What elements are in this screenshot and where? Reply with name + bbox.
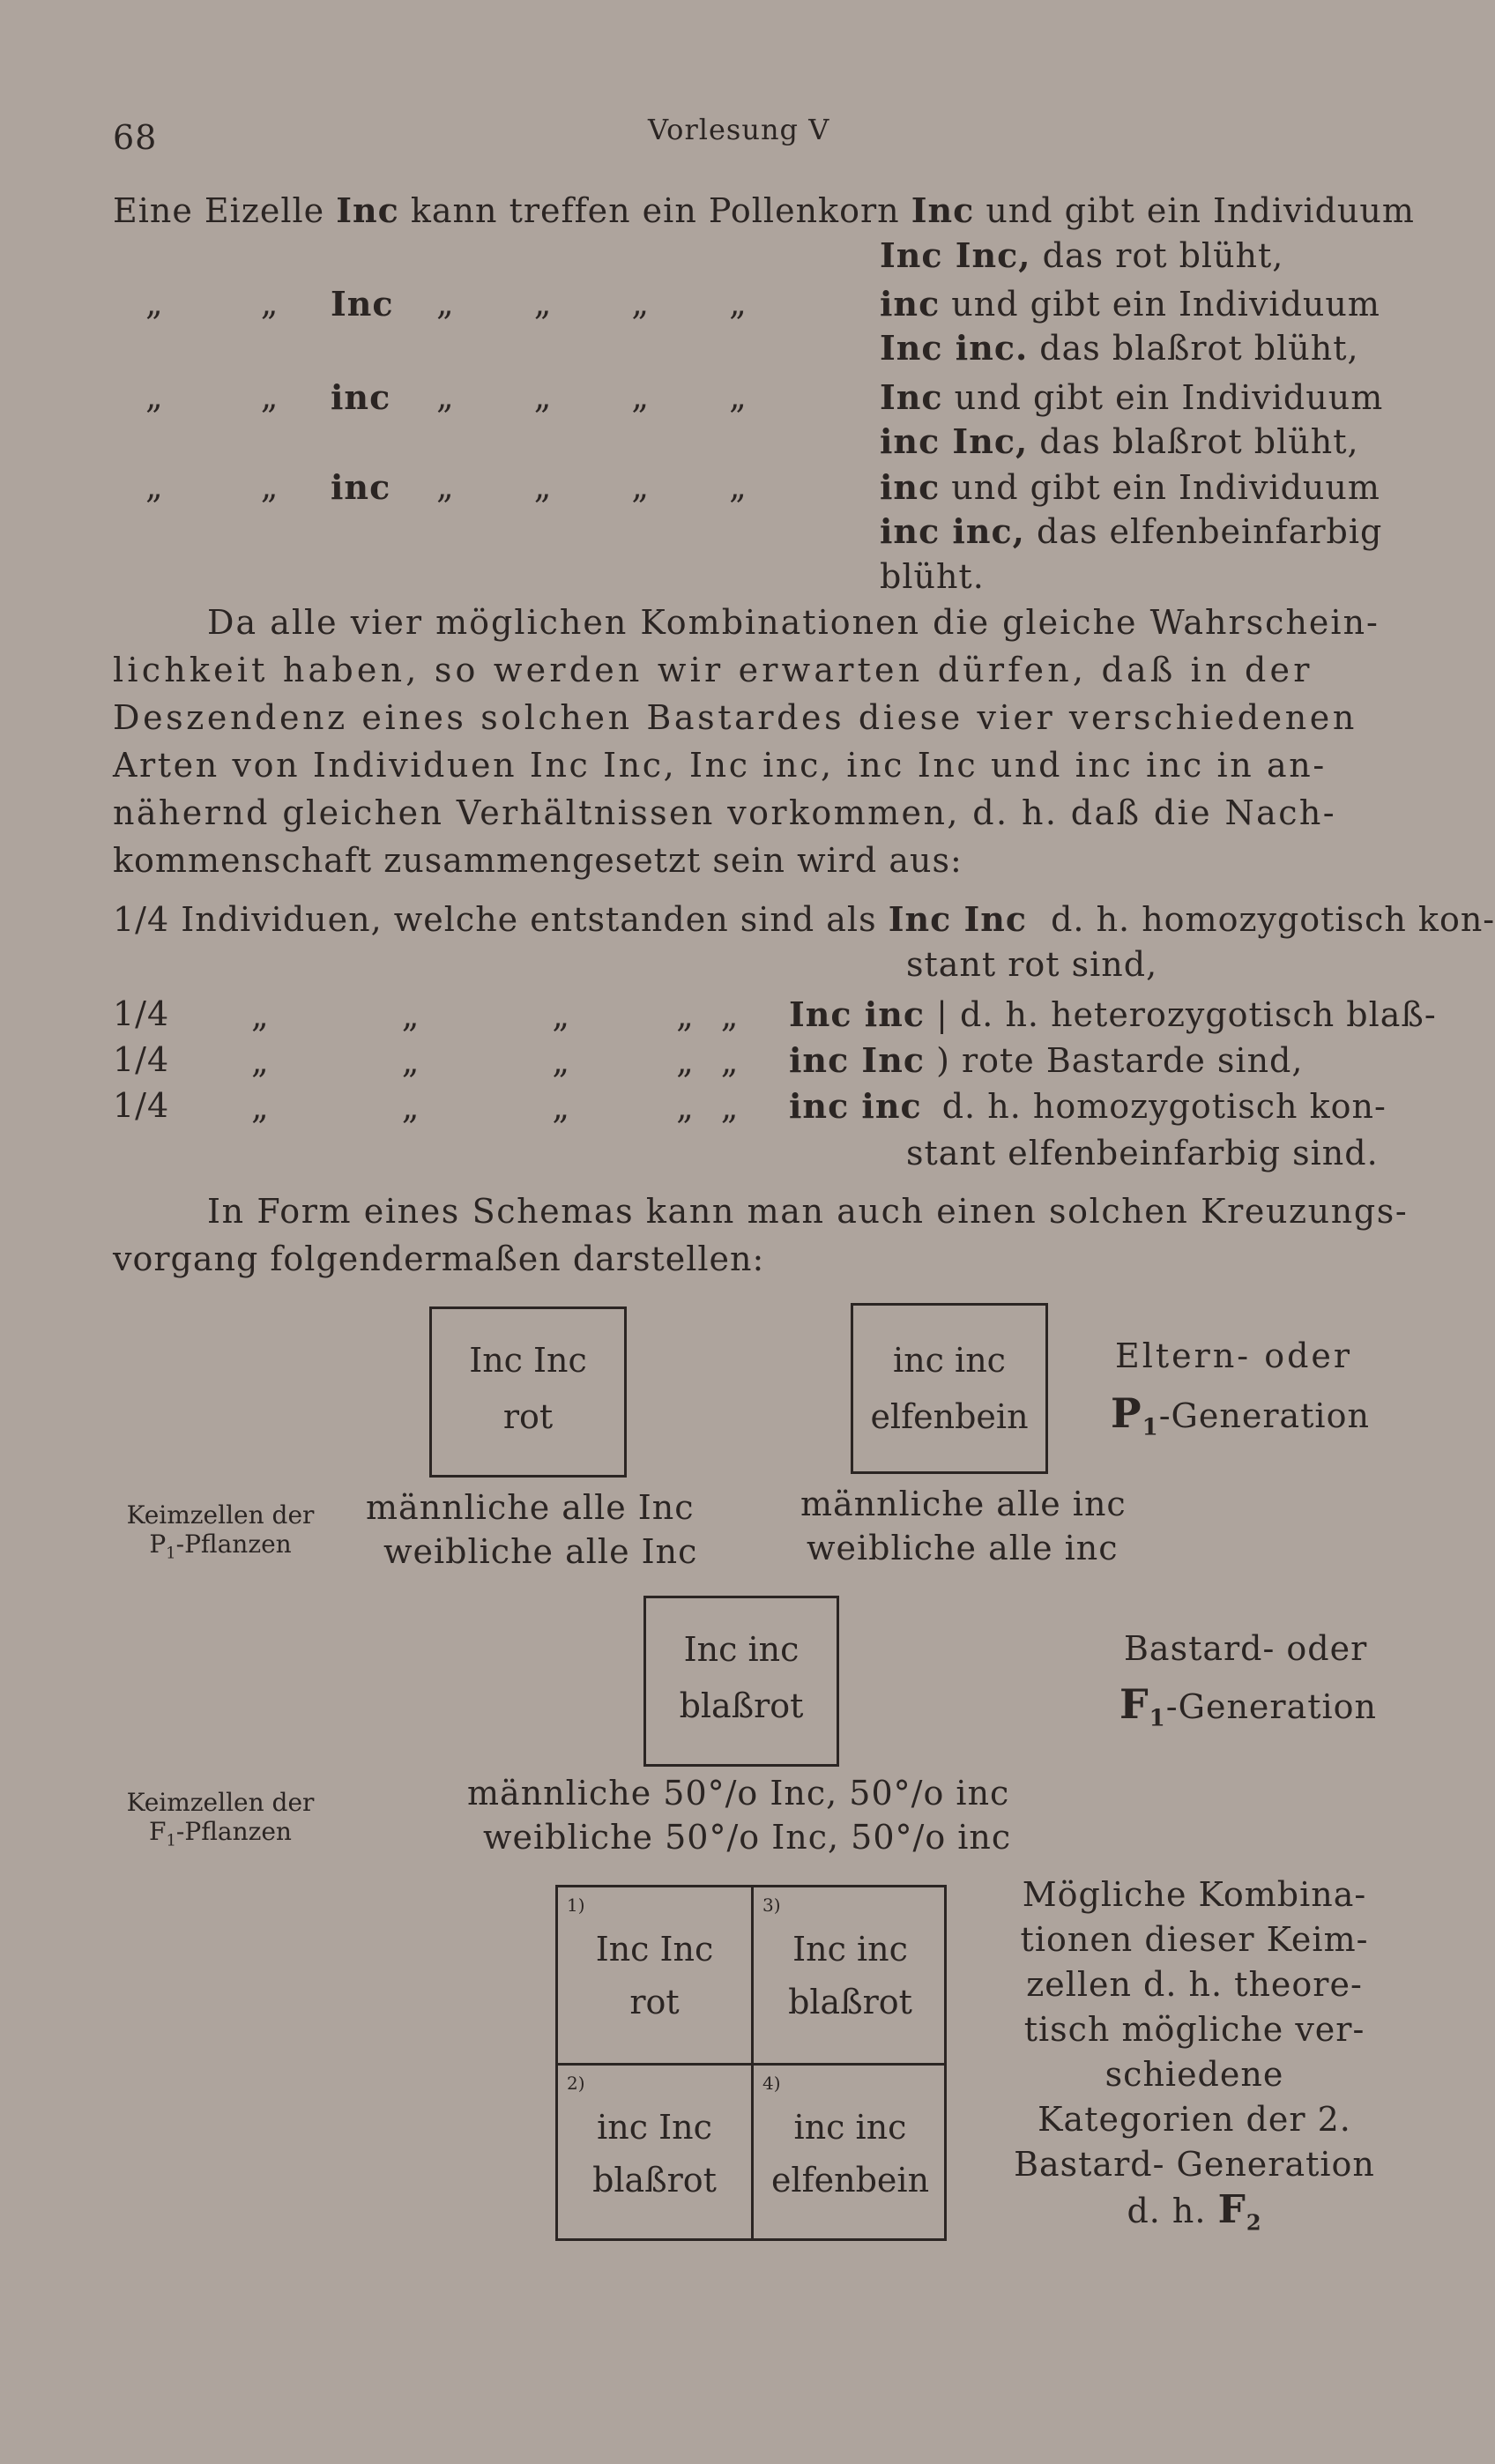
quarter-row-3-frac: 1/4: [113, 1040, 170, 1079]
para1-line1: Da alle vier möglichen Kombinationen die gleiche Wahrschein-: [207, 603, 1380, 642]
quarter-row-4b: stant elfenbeinfarbig sind.: [906, 1134, 1379, 1172]
ditto-marks-4: „ „: [145, 467, 279, 506]
combo-4-result-b: inc inc, das elfenbeinfarbig: [880, 511, 1383, 551]
p1-label-a: Eltern- oder: [1115, 1336, 1353, 1375]
f1-label-a: Bastard- oder: [1124, 1629, 1368, 1668]
f1-gametes-m: männliche 50°/o Inc, 50°/o inc: [467, 1774, 1010, 1813]
combo-2-result-b: Inc inc. das blaßrot blüht,: [880, 328, 1359, 368]
p1-label-b: $P_1$-Generation: [1111, 1389, 1370, 1441]
combo-3-result: Inc und gibt ein Individuum: [880, 377, 1384, 417]
combo-4-result-c: blüht.: [880, 557, 985, 596]
page-number: 68: [113, 118, 158, 157]
quarter-row-4-frac: 1/4: [113, 1086, 170, 1125]
para2-line1: In Form eines Schemas kann man auch einen solchen Kreuzungs-: [207, 1192, 1409, 1231]
f1-genotype: Inc inc: [683, 1630, 800, 1669]
f2-cell-4: 4) inc inc elfenbein: [762, 2073, 930, 2200]
combo-4-result: inc und gibt ein Individuum: [880, 467, 1380, 507]
combo-2-egg: Inc: [331, 284, 394, 324]
p1-gametes-left-f: weibliche alle Inc: [383, 1532, 698, 1571]
quarter-ditto-4: „ „ „ „ „: [251, 1088, 740, 1127]
f1-box: [643, 1596, 839, 1767]
quarter-row-3: inc Inc ) rote Bastarde sind,: [789, 1040, 1304, 1080]
p1-gametes-right-m: männliche alle inc: [800, 1485, 1127, 1523]
f1-label-b: $F_1$-Generation: [1119, 1680, 1378, 1732]
quarter-ditto-3: „ „ „ „ „: [251, 1042, 740, 1081]
f2-label: Mögliche Kombina- tionen dieser Keim- zellen d. h. theore- tisch mögliche ver- schiedene Kategorien der 2. Bastard- Generation d. h. $F_2$: [1014, 1875, 1375, 2236]
ditto-marks-2b: „ „ „ „: [436, 284, 748, 323]
combo-intro: Eine Eizelle Inc kann treffen ein Pollenkorn Inc und gibt ein Individuum: [113, 190, 1415, 230]
p1-gametes-right-f: weibliche alle inc: [807, 1529, 1119, 1567]
ditto-marks-3b: „ „ „ „: [436, 377, 748, 416]
ditto-marks-3: „ „: [145, 377, 279, 416]
quarter-row-1: 1/4 Individuen, welche entstanden sind als Inc Inc d. h. homozygotisch kon-: [113, 899, 1495, 939]
f2-cell-2: 2) inc Inc blaßrot: [567, 2073, 717, 2200]
quarter-row-2: Inc inc | d. h. heterozygotisch blaß-: [789, 994, 1437, 1034]
f2-cell-3: 3) Inc inc blaßrot: [762, 1895, 912, 2021]
ditto-marks-2: „ „: [145, 284, 279, 323]
ditto-marks-4b: „ „ „ „: [436, 467, 748, 506]
p1-gametes-left-m: männliche alle Inc: [366, 1488, 695, 1527]
para1-line2: lichkeit haben, so werden wir erwarten dürfen, daß in der: [113, 651, 1313, 689]
p1-box-left: [429, 1306, 627, 1478]
f2-cell-1: 1) Inc Inc rot: [567, 1895, 714, 2021]
para2-line2: vorgang folgendermaßen darstellen:: [113, 1239, 765, 1278]
p1-box-right: [851, 1303, 1048, 1474]
f1-color: blaßrot: [679, 1686, 804, 1725]
para1-line6: kommenschaft zusammengesetzt sein wird aus:: [113, 841, 963, 880]
p1-right-color: elfenbein: [870, 1397, 1029, 1436]
quarter-row-2-frac: 1/4: [113, 994, 170, 1033]
combo-3-egg: inc: [331, 377, 391, 417]
quarter-ditto-2: „ „ „ „ „: [251, 996, 740, 1035]
germ-p1-label: Keimzellen der $P_1$-Pflanzen: [126, 1500, 315, 1563]
f2-grid: [555, 1885, 947, 2241]
para1-line4: Arten von Individuen Inc Inc, Inc inc, inc Inc und inc inc in an-: [113, 746, 1327, 785]
quarter-row-1b: stant rot sind,: [906, 945, 1158, 984]
running-title: Vorlesung V: [648, 113, 830, 146]
p1-left-color: rot: [502, 1397, 554, 1436]
para1-line5: nähernd gleichen Verhältnissen vorkommen, d. h. daß die Nach-: [113, 793, 1336, 832]
combo-4-egg: inc: [331, 467, 391, 507]
p1-left-genotype: Inc Inc: [469, 1341, 587, 1380]
para1-line3: Deszendenz eines solchen Bastardes diese vier verschiedenen: [113, 698, 1357, 737]
p1-right-genotype: inc inc: [893, 1341, 1006, 1380]
combo-2-result: inc und gibt ein Individuum: [880, 284, 1380, 324]
quarter-row-4: inc inc d. h. homozygotisch kon-: [789, 1086, 1387, 1126]
germ-f1-label: Keimzellen der $F_1$-Pflanzen: [126, 1788, 315, 1850]
combo-1-result: Inc Inc, das rot blüht,: [880, 235, 1284, 275]
f1-gametes-f: weibliche 50°/o Inc, 50°/o inc: [483, 1818, 1012, 1857]
combo-3-result-b: inc Inc, das blaßrot blüht,: [880, 421, 1359, 461]
